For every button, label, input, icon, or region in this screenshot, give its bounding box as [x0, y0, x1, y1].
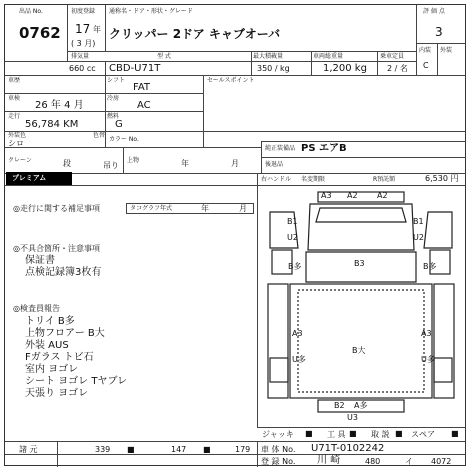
premium-label: プレミアム [6, 172, 72, 185]
tacho-month: 月 [239, 204, 247, 213]
chassis-label: 車 体 No. [261, 445, 296, 454]
divider [105, 61, 106, 75]
divider [203, 75, 204, 147]
exterior-label: 外装 [440, 47, 453, 54]
color-no-label: 色替 [93, 132, 106, 139]
lot-label: 出品 No. [19, 8, 43, 15]
cab-roof-shape [308, 204, 414, 250]
damage-a3-top: A3 [321, 191, 332, 200]
reg-num: 4072 [431, 457, 452, 466]
divider [67, 51, 416, 52]
gvw: 1,200 kg [323, 63, 367, 74]
ac: AC [137, 100, 151, 111]
damage-u-right: U多 [421, 355, 435, 364]
lot-number: 0762 [19, 24, 61, 42]
spare-label: スペア [411, 430, 435, 439]
upper-month: 月 [231, 159, 239, 168]
sales-point-label: セールスポイント [207, 77, 255, 84]
cargo-floor-shape [298, 290, 424, 392]
reg-place: 川 崎 [317, 455, 341, 466]
displacement-label: 排気量 [71, 53, 90, 60]
fuel: G [115, 119, 123, 130]
damage-b-large: B大 [352, 346, 366, 355]
divider [5, 75, 466, 76]
defect-line-1: 保証書 [25, 255, 55, 266]
right-side-panel-shape [434, 284, 454, 398]
divider [416, 5, 417, 75]
color: シロ [8, 139, 24, 148]
equipment: PS エアB [301, 143, 347, 154]
divider [377, 51, 378, 75]
capacity-label: 乗車定員 [380, 53, 405, 60]
cargo-bed-shape [290, 284, 432, 398]
left-rear-wheel-shape [270, 358, 288, 382]
divider [5, 441, 466, 442]
jack-mark: ■ [305, 429, 313, 438]
car-name: クリッパー 2ドア キャブオーバ [109, 27, 281, 41]
reg-label: 初度登録 [71, 8, 96, 15]
color-no-label-2: カラー No. [109, 136, 139, 143]
shift-label: シフト [107, 77, 126, 84]
divider [261, 157, 466, 158]
divider [251, 51, 252, 75]
tool-label: 工 具 [327, 430, 346, 439]
windshield-shape [316, 208, 406, 222]
width: 147 [171, 445, 187, 454]
spare-mark: ■ [451, 429, 459, 438]
grade-label: 評 価 点 [423, 8, 445, 15]
damage-u3: U3 [347, 413, 358, 422]
damage-b2: B2 [334, 401, 345, 410]
name-label: 通称名・ドア・形状・グレード [109, 8, 193, 15]
reg-no-label: 登 録 No. [261, 457, 296, 466]
divider [5, 131, 466, 132]
inspector-line-6: シート ヨゴレ Tヤブレ [25, 376, 128, 387]
max-load-label: 最大積載量 [253, 53, 284, 60]
car-history-label: 車歴 [8, 77, 21, 84]
recycle: 6,530 円 [425, 174, 459, 183]
inspector-line-7: 天張り ヨゴレ [25, 388, 89, 399]
length-mark: ■ [127, 445, 135, 454]
divider [5, 147, 261, 148]
damage-a3-left: A3 [292, 329, 303, 338]
inspection: 26 年 4 月 [35, 100, 84, 111]
defect-line-2: 点検記録簿3枚有 [25, 267, 102, 278]
crane-hook: 吊り [103, 161, 119, 170]
reg-class: 480 [365, 457, 381, 466]
divider [437, 43, 438, 75]
reg-month: ( 3 月) [71, 39, 96, 48]
manual-label: 取 説 [371, 430, 390, 439]
shift: FAT [133, 82, 151, 93]
length: 339 [95, 445, 111, 454]
divider [123, 147, 124, 173]
equipment-label: 純正装備品 [265, 145, 296, 152]
capacity: 2 / 名 [387, 64, 408, 73]
divider [257, 173, 258, 185]
damage-u2-left: U2 [287, 233, 298, 242]
inspector-line-3: 外装 AUS [25, 340, 69, 351]
divider [5, 173, 466, 174]
height: 179 [235, 445, 251, 454]
fuel-label: 燃料 [107, 113, 120, 120]
divider [67, 5, 68, 61]
model-label: 型 式 [157, 53, 171, 60]
mileage: 56,784 KM [25, 119, 79, 130]
right-cab-side-shape [424, 212, 452, 248]
interior-label: 内装 [419, 47, 432, 54]
reg-year: 17 [75, 22, 91, 36]
damage-a3-right: A3 [421, 329, 432, 338]
auction-sheet [4, 4, 466, 466]
max-load: 350 / kg [257, 64, 290, 73]
divider [5, 61, 416, 62]
meter-label: 名変期限 [301, 176, 326, 183]
damage-b3: B3 [354, 259, 365, 268]
ac-label: 冷房 [107, 95, 120, 102]
mileage-label: 走行 [8, 113, 21, 120]
inspector-line-2: 上物フロアー B大 [25, 328, 105, 339]
color-label: 外装色 [8, 132, 27, 139]
damage-u-left: U多 [292, 355, 306, 364]
running-label: ◎走行に関する補足事項 [13, 204, 100, 213]
displacement: 660 cc [69, 64, 96, 73]
upper-label: 上物 [127, 157, 140, 164]
defect-label: ◎不具合箇所・注意事項 [13, 244, 100, 253]
grade-value: 3 [435, 25, 443, 39]
divider [105, 5, 106, 51]
divider [5, 454, 466, 455]
damage-a-bottom: A多 [354, 401, 368, 410]
divider [416, 43, 466, 44]
jack-label: ジャッキ [262, 430, 294, 439]
divider [5, 111, 203, 112]
damage-b1-left: B1 [287, 217, 298, 226]
inspector-label: ◎検査員報告 [13, 304, 60, 313]
model: CBD-U71T [109, 63, 161, 74]
divider [261, 141, 466, 142]
upper-year: 年 [181, 159, 189, 168]
left-side-panel-shape [268, 284, 288, 398]
crane-step: 段 [63, 159, 71, 168]
handle-label: 右ハンドル [261, 176, 292, 183]
inspector-line-1: トリイ B多 [25, 316, 75, 327]
right-rear-wheel-shape [434, 358, 452, 382]
inspector-line-5: 室内 ヨゴレ [25, 364, 79, 375]
reg-year-unit: 年 [93, 25, 101, 34]
dims-label: 諸 元 [19, 445, 38, 454]
inspector-line-4: Fガラス トビ石 [25, 352, 94, 363]
damage-b-left: B多 [288, 262, 302, 271]
divider [5, 93, 203, 94]
interior-grade: C [423, 61, 429, 70]
tacho-year: 年 [201, 204, 209, 213]
damage-a2-top: A2 [347, 191, 358, 200]
damage-u2-right: U2 [413, 233, 424, 242]
recycle-label: R預託額 [373, 176, 396, 183]
manual-mark: ■ [395, 429, 403, 438]
divider [257, 427, 466, 428]
rear-label: 後退品 [265, 161, 284, 168]
reg-kana: イ [405, 457, 413, 466]
chassis: U71T-0102242 [311, 443, 385, 454]
damage-b-right: B多 [423, 262, 437, 271]
gvw-label: 車両総重量 [313, 53, 344, 60]
crane-label: クレーン [8, 157, 32, 164]
damage-b1-right: B1 [413, 217, 424, 226]
divider [5, 185, 466, 186]
width-mark: ■ [203, 445, 211, 454]
tool-mark: ■ [349, 429, 357, 438]
tachograph-label: タコグラフ年式 [130, 205, 173, 212]
divider [311, 51, 312, 75]
inspection-label: 車検 [8, 95, 21, 102]
damage-a2-top-right: A2 [377, 191, 388, 200]
